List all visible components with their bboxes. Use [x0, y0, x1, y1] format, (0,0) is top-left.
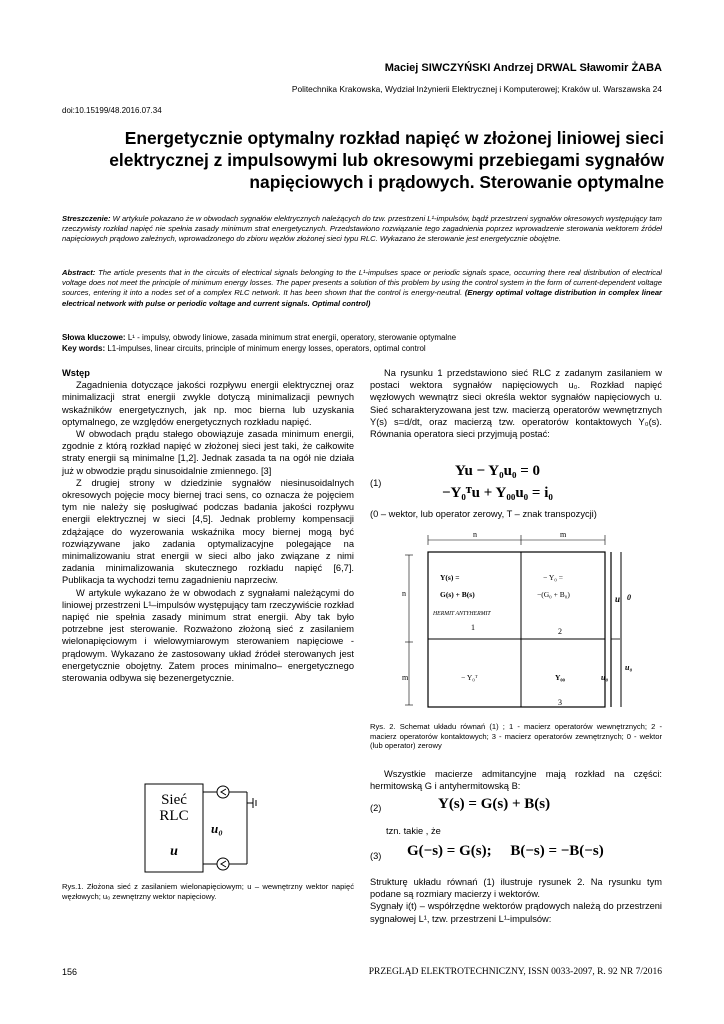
cell2-line2: −(G₀ + B₀) [537, 590, 570, 599]
n-top-label: n [473, 530, 477, 539]
cell1-number: 1 [471, 623, 475, 632]
paragraph: Na rysunku 1 przedstawiono sieć RLC z zadanym zasilaniem w postaci wektora sygnałów napięciowych u₀. Rozkład napięć węzłowych wewnątrz sieci określa wektor sygnałów napięciowych u. Sieć scharakteryzowana jest tzw. macierzą operatorów wewnętrznych Y(s) s=d/dt, oraz macierzą tzw. operatorów kontaktowych Y₀(s). Równania operatora sieci przyjmują postać: [370, 368, 662, 440]
left-column [62, 367, 354, 684]
keywords-en-label: Key words: [62, 343, 106, 353]
authors: Maciej SIWCZYŃSKI Andrzej DRWAL Sławomir ŻABA [384, 62, 662, 74]
keywords [62, 333, 662, 354]
m-left-label: m [402, 673, 409, 682]
u0-label: u₀ [211, 821, 223, 836]
cell3-line2: Y₀₀ [555, 673, 565, 682]
paragraph: Wszystkie macierze admitancyjne mają rozkład na części: hermitowską G i antyhermitowską B: [370, 769, 662, 792]
cell1-line3: HERMIT ANTYHERMIT [433, 611, 491, 617]
paragraph: Sygnały i(t) – współrzędne wektorów prądowych należą do przestrzeni sygnałowej L¹, tzw. przestrzeni L¹-impulsów: [370, 901, 662, 924]
journal-footer: PRZEGLĄD ELEKTROTECHNICZNY, ISSN 0033-2097, R. 92 NR 7/2016 [368, 967, 662, 977]
right-column-bottom [370, 876, 662, 925]
abstract-en-label: Abstract: [62, 268, 96, 277]
cell1-line1: Y(s) = [440, 573, 460, 582]
m-top-label: m [560, 530, 567, 539]
eq2-number: (2) [370, 803, 382, 813]
cell3-line1: − Y₀ᵀ [461, 673, 478, 682]
section-heading: Wstęp [62, 368, 90, 378]
cell2-number: 2 [558, 627, 562, 636]
vector-u0-label: u₀ [601, 673, 609, 682]
cell1-line2: G(s) + B(s) [440, 590, 475, 599]
keywords-en-text: L1-impulses, linear circuits, principle of minimum energy losses, operators, optimal control [107, 343, 426, 353]
right-column-top [370, 367, 662, 440]
cell2-line1: − Y₀ = [543, 573, 563, 582]
vector-u-label: u [615, 594, 621, 604]
eq1-note: (0 – wektor, lub operator zerowy, T – znak transpozycji) [370, 509, 597, 519]
eq1-number: (1) [370, 478, 382, 488]
eq2-note: tzn. takie , że [386, 826, 441, 836]
eq2: Y(s) = G(s) + B(s) [438, 796, 551, 812]
keywords-pl [62, 333, 662, 344]
vector-zero-label: 0 [627, 593, 631, 602]
eq3: G(−s) = G(s); B(−s) = −B(−s) [407, 843, 604, 859]
n-left-label: n [402, 589, 406, 598]
doi[interactable]: doi:10.15199/48.2016.07.34 [62, 106, 162, 115]
paper-title: Energetycznie optymalny rozkład napięć w złożonej liniowej sieci elektrycznej z impulsowymi lub okresowymi przebiegami sygnałów napięciowych i prądowych. Sterowanie optymalne [109, 128, 664, 192]
keywords-pl-label: Słowa kluczowe: [62, 333, 126, 342]
keywords-pl-text: L¹ - impulsy, obwody liniowe, zasada minimum strat energii, operatory, sterowanie optymalne [127, 333, 457, 342]
eq1-line1: Yu − Y₀u₀ = 0 [455, 463, 541, 479]
abstract-en-title: (Energy optimal voltage distribution in complex linear electrical network with pulse or periodic voltage and current signals. Optimal control) [62, 288, 662, 308]
paragraph: Strukturę układu równań (1) ilustruje rysunek 2. Na rysunku tym podane są rozmiary macierzy i wektorów. [370, 877, 662, 900]
rlc-label-2: RLC [159, 808, 189, 824]
paragraph: W obwodach prądu stałego obowiązuje zasada minimum energii, zgodnie z którą rozkład napięć w złożonej sieci jest taki, że całkowite straty energii są minimalne [1,2]. Jednak zasada ta na ogół nie działa już w obwodzie prądu sinusoidalnie zmiennego. [3] [62, 429, 354, 476]
abstract-pl-label: Streszczenie: [62, 214, 111, 223]
paragraph: Zagadnienia dotyczące jakości rozpływu energii elektrycznej oraz minimalizacji strat energii zwykle dotyczą minimalizacji pewnych wskaźników energetycznych, jak np. moc bierna lub uzyskania optymalnego, ze względów energetycznych rozkładu napięć. [62, 380, 354, 427]
abstract-pl-text: W artykule pokazano że w obwodach sygnałów elektrycznych należących do tzw. przestrzeni L¹-impulsów, bądź przestrzeni sygnałów okresowych występujący tam rzeczywisty rozkład napięć nie spełnia zasady minimum strat energetycznych. Przedstawiono rozwiązanie tego zagadnienia poprzez wprowadzenie sterowania wektorem źródeł napięciowych prądowo zależnych, wprowadzonego do zbioru węzłów złożonej sieci typu RLC. Wykazano że sterowanie jest energetycznie obojętne. [62, 214, 662, 244]
page-number: 156 [62, 967, 78, 977]
u-label: u [170, 844, 178, 859]
cell3-number: 3 [558, 698, 562, 707]
figure-2-caption: Rys. 2. Schemat układu równań (1) ; 1 - macierz operatorów wewnętrznych; 2 - macierz operatorów kontaktowych; 3 - macierz operatorów zewnętrznych; 0 - wektor (lub operator) zerowy [370, 722, 662, 751]
abstract-en-text: The article presents that in the circuits of electrical signals belonging to the L¹-impulses space or periodic signals space, occurring there real distribution of electrical voltage does not meet the principle of minimum energy losses. The paper presents a solution of this problem by using the control system in the form of current-dependent voltage sources, entering it into a nodes set of a complex RLC network. It has been shown that the control is energy-neutral. [62, 268, 662, 298]
paragraph: Z drugiej strony w dziedzinie sygnałów niesinusoidalnych okresowych pojęcie mocy biernej traci sens, co oznacza że pojęciem tym nie należy się posługiwać podczas badania jakości rozpływu energii elektrycznej w sieci [4,5]. Jednak problemy kompensacji zdążające do wyzerowania wskaźnika mocy biernej mogą być rozwiązywane jako zadania optymalizacyjne polegające na minimalizowaniu strat energii w sieci albo jako związane z nimi zadania minimalizowania skutecznego rozkładu napięć [6,7]. Publikacja ta wychodzi temu zagadnieniu naprzeciw. [62, 477, 354, 586]
eq1-line2: −Y₀ᵀu + Y₀₀u₀ = i₀ [442, 485, 553, 501]
source-1-icon [217, 786, 229, 798]
keywords-en [62, 344, 662, 355]
figure-1-caption: Rys.1. Złożona sieć z zasilaniem wielonapięciowym; u – wewnętrzny wektor napięć węzłowych; u₀ zewnętrzny wektor napięciowy. [62, 882, 354, 901]
vector-u0-label-2: u₀ [625, 663, 633, 672]
abstract-en [62, 268, 662, 309]
figure-1 [135, 778, 275, 878]
abstract-pl [62, 214, 662, 245]
affiliation: Politechnika Krakowska, Wydział Inżynierii Elektrycznej i Komputerowej; Kraków ul. Warszawska 24 [291, 84, 662, 94]
right-column-p2 [370, 768, 662, 792]
rlc-label-1: Sieć [161, 792, 187, 808]
eq3-number: (3) [370, 851, 382, 861]
figure-2 [395, 530, 655, 715]
paragraph: W artykule wykazano że w obwodach z sygnałami należącymi do liniowej przestrzeni L¹–impulsów występujący tam rzeczywiście rozkład napięć nie spełnia zasady minimum strat energii. Aby tak było potrzebne jest sterowanie. Rozważono złożoną sieć z zasilaniem wielonapięciowym i wielowymiarowym sterowaniem napięciowe - prądowym. Wykazano że zastosowany układ źródeł sterowanych jest energetycznie obojętny. Zatem proces minimalno– energetycznego sterowania odbywa się bezenergetycznie. [62, 587, 354, 684]
source-2-icon [217, 858, 229, 870]
